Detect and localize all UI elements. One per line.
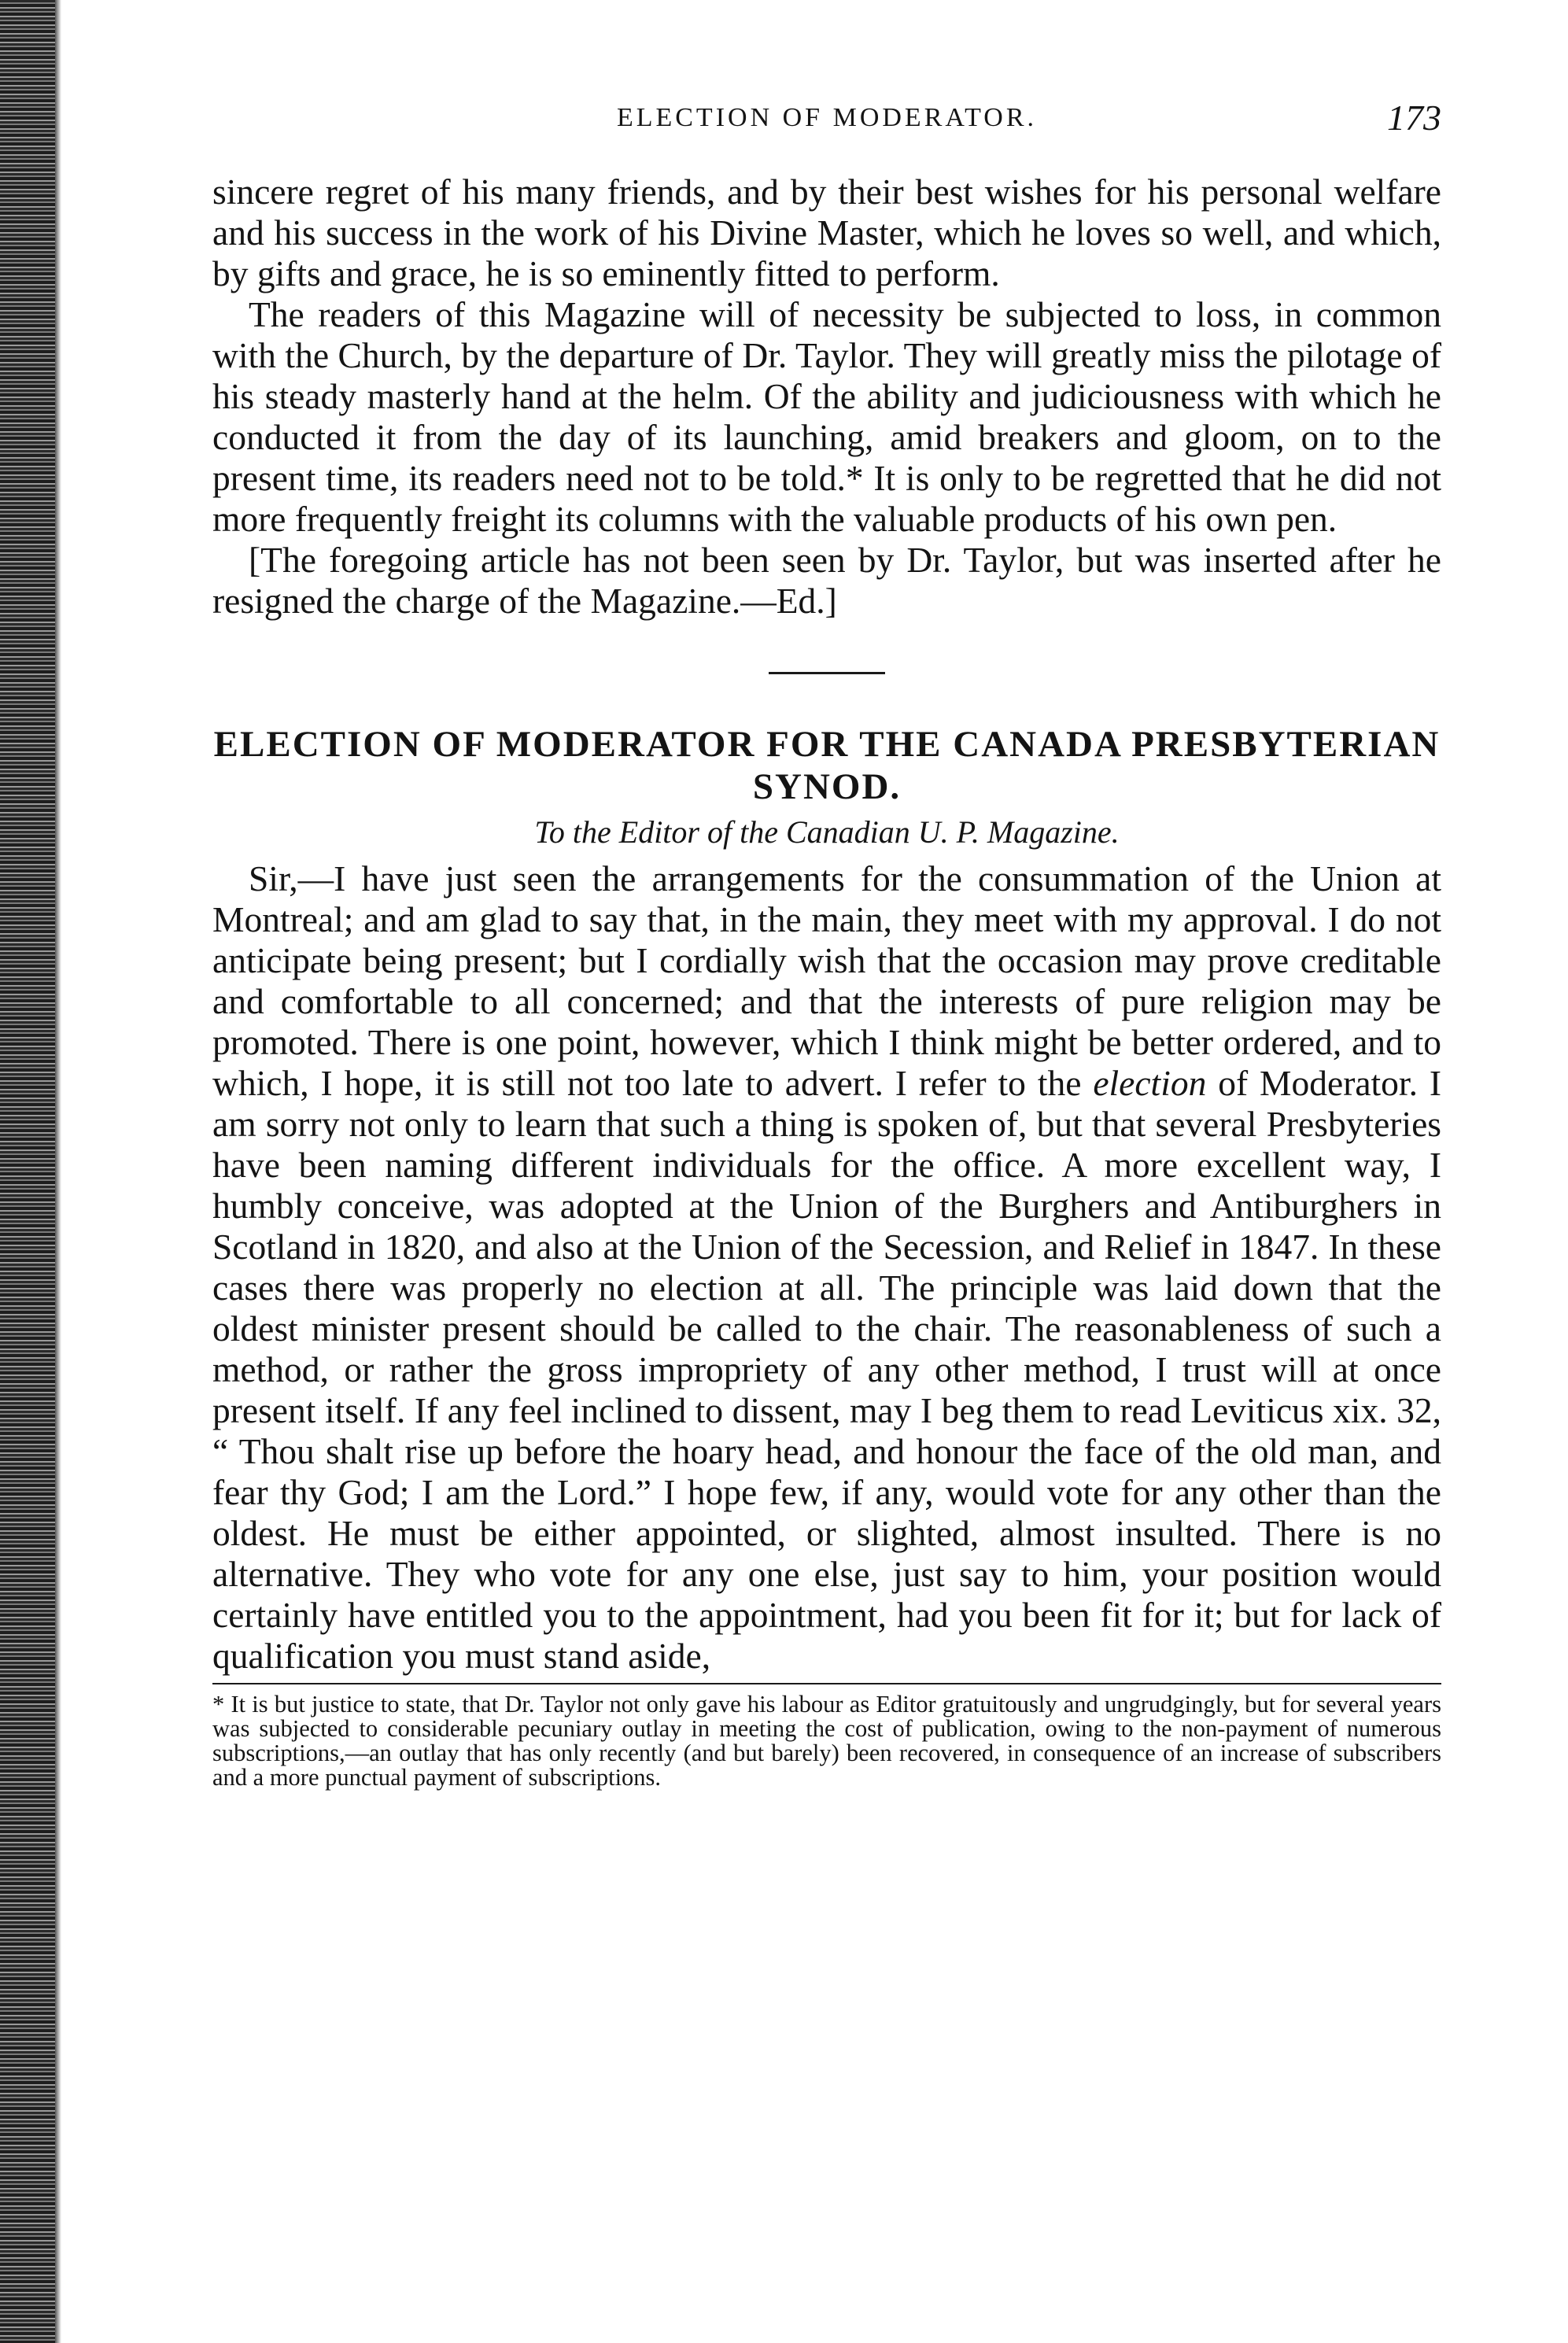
- continuation-section: [212, 172, 1441, 622]
- editor-note: [The foregoing article has not been seen by Dr. Taylor, but was inserted after he resigned the charge of the Magazine.—Ed.]: [212, 540, 1441, 621]
- binding-edge: [0, 0, 55, 2343]
- running-title: ELECTION OF MODERATOR.: [616, 103, 1038, 132]
- running-head: [212, 93, 1441, 143]
- page: [212, 93, 1441, 1790]
- continuation-paragraph: sincere regret of his many friends, and by their best wishes for his personal welfare and his success in the work of his Divine Master, which he loves so well, and which, by gifts and grace, he is so eminently fitted to perform.: [212, 172, 1441, 293]
- article-dedication: To the Editor of the Canadian U. P. Magazine.: [534, 814, 1120, 850]
- page-number: 173: [1387, 98, 1441, 138]
- body-emphasis: election: [1093, 1063, 1207, 1103]
- article-body-text: —I have just seen the arrangements for the consummation of the Union at Montreal; and am glad to say that, in the main, they meet with my approval. I do not anticipate being present; but I cordially wish that the occasion may prove creditable and comfortable to all concerned; and that the interests of pure religion may be promoted. There is one point, however, which I think might be better ordered, and to which, I hope, it is still not too late to advert. I refer to the: [212, 858, 1441, 1103]
- article-title: ELECTION OF MODERATOR FOR THE CANADA PRESBYTERIAN SYNOD.: [213, 724, 1441, 807]
- magazine-loss-paragraph: The readers of this Magazine will of necessity be subjected to loss, in common with the Church, by the departure of Dr. Taylor. They will greatly miss the pilotage of his steady masterly hand at the helm. Of the ability and judiciousness with which he conducted it from the day of its launching, amid breakers and gloom, on to the present time, its readers need not to be told.* It is only to be regretted that he did not more frequently freight its columns with the valuable products of his own pen.: [212, 294, 1441, 539]
- article-body-continuation: of Moderator. I am sorry not only to learn that such a thing is spoken of, but that several Presbyteries have been naming different individuals for the office. A more excellent way, I humbly conceive, was adopted at the Union of the Burghers and Antiburghers in Scotland in 1820, and also at the Union of the Secession, and Relief in 1847. In these cases there was properly no election at all. The principle was laid down that the oldest minister present should be called to the chair. The reasonableness of such a method, or rather the gross impropriety of any other method, I trust will at once present itself. If any feel inclined to dissent, may I beg them to read Leviticus xix. 32, “ Thou shalt rise up before the hoary head, and honour the face of the old man, and fear thy God; I am the Lord.” I hope few, if any, would vote for any other than the oldest. He must be either appointed, or slighted, almost insulted. There is no alternative. They who vote for any one else, just say to him, your position would certainly have entitled you to the appointment, had you been fit for it; but for lack of qualification you must stand aside,: [212, 1063, 1442, 1676]
- article: [212, 723, 1441, 1677]
- section-divider: [769, 672, 885, 674]
- footnote-rule: [212, 1683, 1441, 1684]
- footnote: * It is but justice to state, that Dr. Taylor not only gave his labour as Editor gratuitously and ungrudgingly, but for several years was subjected to considerable pecuniary outlay in meeting the cost of publication, owing to the non-payment of numerous subscriptions,—an outlay that has only recently (and but barely) been recovered, in consequence of an increase of subscribers and a more punctual payment of subscriptions.: [212, 1691, 1441, 1791]
- article-body: [212, 858, 1441, 1677]
- salutation: Sir,: [249, 858, 298, 898]
